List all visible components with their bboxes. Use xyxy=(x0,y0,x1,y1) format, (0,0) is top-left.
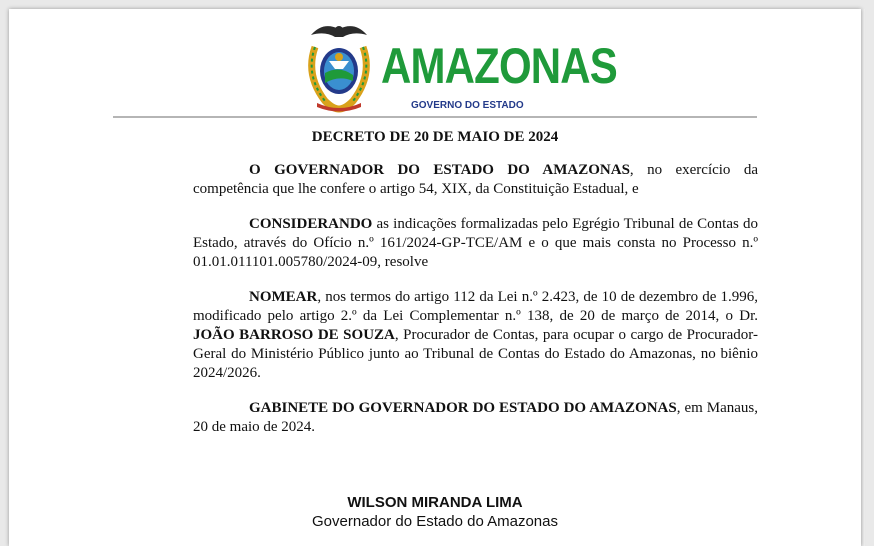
paragraph-gabinete-text: , em Manaus, 20 de maio de 2024. xyxy=(193,400,758,435)
paragraph-governor-lead: O GOVERNADOR DO ESTADO DO AMAZONAS xyxy=(249,162,630,178)
paragraph-nomear-text-2: , Procurador de Contas, para ocupar o cargo de Procurador-Geral do Ministério Público junto ao Tribunal de Contas do Estado do Amazonas, no biênio 2024/2026. xyxy=(193,327,758,381)
document-page xyxy=(9,9,861,546)
signatory-role: Governador do Estado do Amazonas xyxy=(312,513,558,530)
paragraph-considerando-lead: CONSIDERANDO xyxy=(249,216,373,232)
paragraph-nomear-text: , nos termos do artigo 112 da Lei n.º 2.423, de 10 de dezembro de 1.996, modificado pelo artigo 2.º da Lei Complementar n.º 138, de 20 de março de 2014, o Dr. xyxy=(193,289,758,324)
brand-subtitle: GOVERNO DO ESTADO xyxy=(411,100,524,111)
appointee-name: JOÃO BARROSO DE SOUZA xyxy=(193,327,395,343)
paragraph-nomear xyxy=(193,288,758,383)
paragraph-nomear-lead: NOMEAR xyxy=(249,289,318,305)
paragraph-considerando xyxy=(193,215,758,272)
paragraph-considerando-text: as indicações formalizadas pelo Egrégio Tribunal de Contas do Estado, através do Ofício n.º 161/2024-GP-TCE/AM e o que mais consta no Processo n.º 01.01.011101.005780/2024-09, resolve xyxy=(193,216,758,270)
decree-title: DECRETO DE 20 DE MAIO DE 2024 xyxy=(311,129,559,145)
brand-wordmark: AMAZONAS xyxy=(381,38,617,94)
header-divider xyxy=(113,116,757,118)
decree-body xyxy=(193,161,758,453)
signature-block xyxy=(9,493,861,531)
signatory-name: WILSON MIRANDA LIMA xyxy=(347,494,523,511)
state-crest-icon xyxy=(303,17,375,113)
paragraph-gabinete xyxy=(193,399,758,437)
paragraph-governor-text: , no exercício da competência que lhe confere o artigo 54, XIX, da Constituição Estadual, e xyxy=(193,162,758,197)
letterhead xyxy=(9,17,861,113)
paragraph-gabinete-lead: GABINETE DO GOVERNADOR DO ESTADO DO AMAZONAS xyxy=(249,400,677,416)
paragraph-governor xyxy=(193,161,758,199)
